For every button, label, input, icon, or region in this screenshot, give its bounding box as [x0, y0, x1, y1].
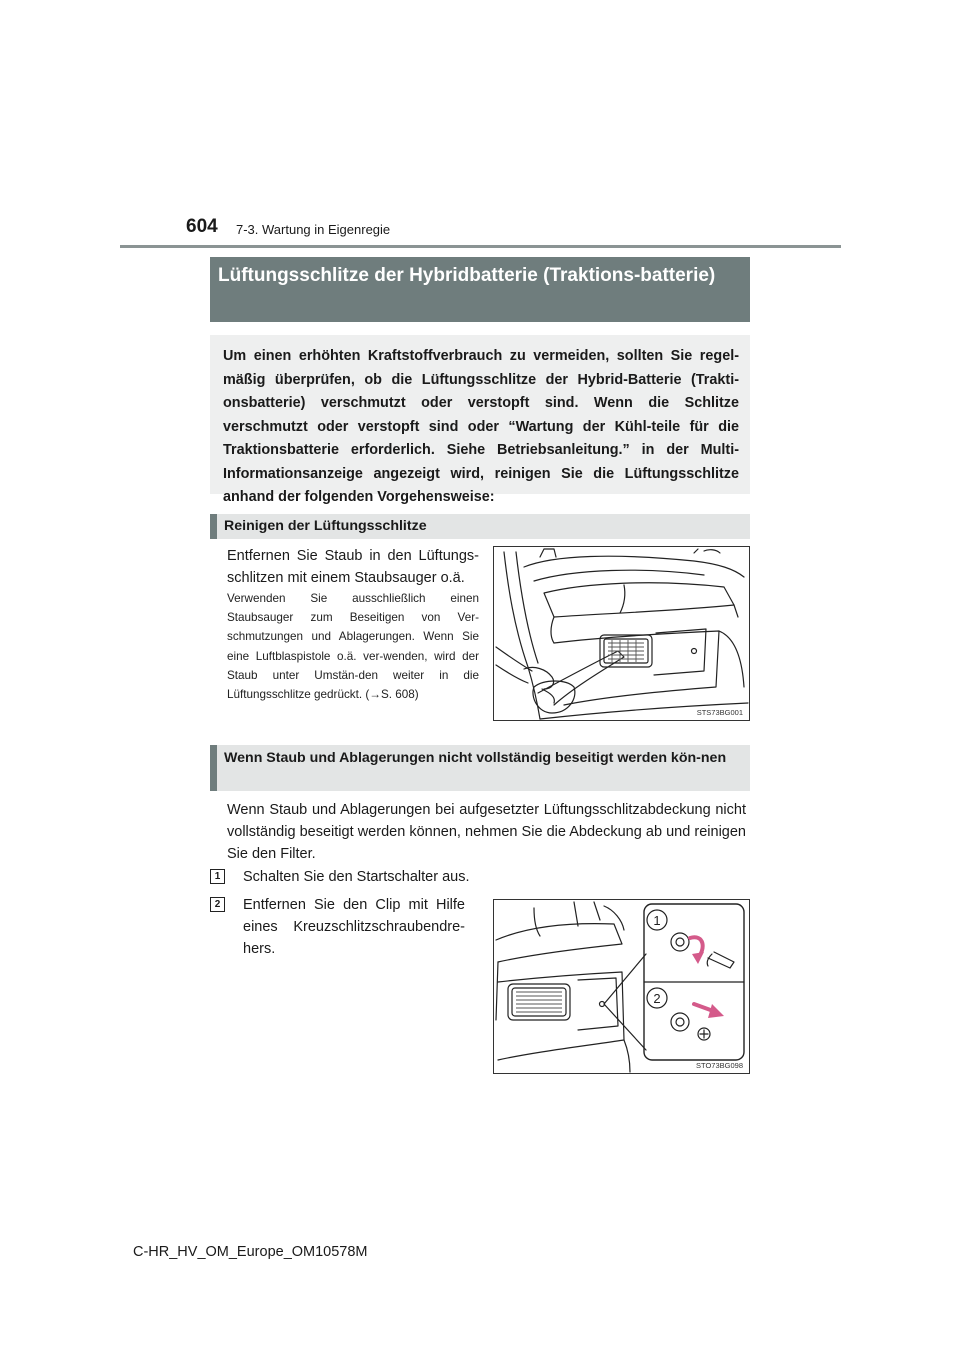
subheading-not-removed: Wenn Staub und Ablagerungen nicht vollständig beseitigt werden kön-nen	[210, 745, 750, 791]
callout-2: 2	[653, 991, 661, 1006]
callout-1: 1	[653, 913, 661, 928]
pull-arrowhead-icon	[708, 1004, 724, 1018]
rotate-arrowhead-icon	[692, 952, 704, 964]
remove-clip-illustration	[494, 900, 749, 1073]
cleaning-note: Verwenden Sie ausschließlich einen Staubsauger zum Beseitigen von Ver-schmutzungen und Ablagerungen. Wenn Sie eine Luftblaspistole o.ä. ver-wenden, wird der Staub unter Umstän-den weiter in die Lüftungsschlitze gedrückt. (→S. 608)	[227, 592, 479, 702]
figure-remove-clip	[493, 899, 750, 1074]
step-1-badge: 1	[210, 869, 225, 884]
figure-code-1: STS73BG001	[696, 708, 743, 717]
figure-code-2: STO73BG098	[696, 1061, 743, 1070]
step-2-text: Entfernen Sie den Clip mit Hilfe eines Kreuzschlitzschraubendre-hers.	[243, 897, 465, 957]
filter-instruction: Wenn Staub und Ablagerungen bei aufgesetzter Lüftungsschlitzabdeckung nicht vollständig beseitigt werden können, nehmen Sie die Abdeckung ab und reinigen Sie den Filter.	[227, 802, 746, 862]
step-2-badge: 2	[210, 897, 225, 912]
step-1-text: Schalten Sie den Startschalter aus.	[243, 869, 470, 885]
header-rule	[120, 245, 841, 248]
figure-vacuum-vent	[493, 546, 750, 721]
page-title: Lüftungsschlitze der Hybridbatterie (Traktions-batterie)	[210, 257, 750, 322]
page-number: 604	[186, 216, 218, 237]
section-label: 7-3. Wartung in Eigenregie	[236, 222, 391, 237]
cleaning-instruction: Entfernen Sie Staub in den Lüftungs-schlitzen mit einem Staubsauger o.ä.	[227, 548, 479, 586]
subheading-cleaning: Reinigen der Lüftungsschlitze	[210, 514, 750, 539]
vacuum-vent-illustration	[494, 547, 749, 720]
document-code: C-HR_HV_OM_Europe_OM10578M	[133, 1244, 368, 1260]
intro-box: Um einen erhöhten Kraftstoffverbrauch zu vermeiden, sollten Sie regel-mäßig überprüfen, ob die Lüftungsschlitze der Hybrid-Batterie (Trakti-onsbatterie) verschmutzt oder verstopft sind. Wenn die Schlitze verschmutzt oder verstopft sind oder “Wartung der Kühl-teile für die Traktionsbatterie erforderlich. Siehe Betriebsanleitung.” in der Multi-Informationsanzeige angezeigt wird, reinigen Sie die Lüftungsschlitze anhand der folgenden Vorgehensweise:	[210, 335, 750, 494]
